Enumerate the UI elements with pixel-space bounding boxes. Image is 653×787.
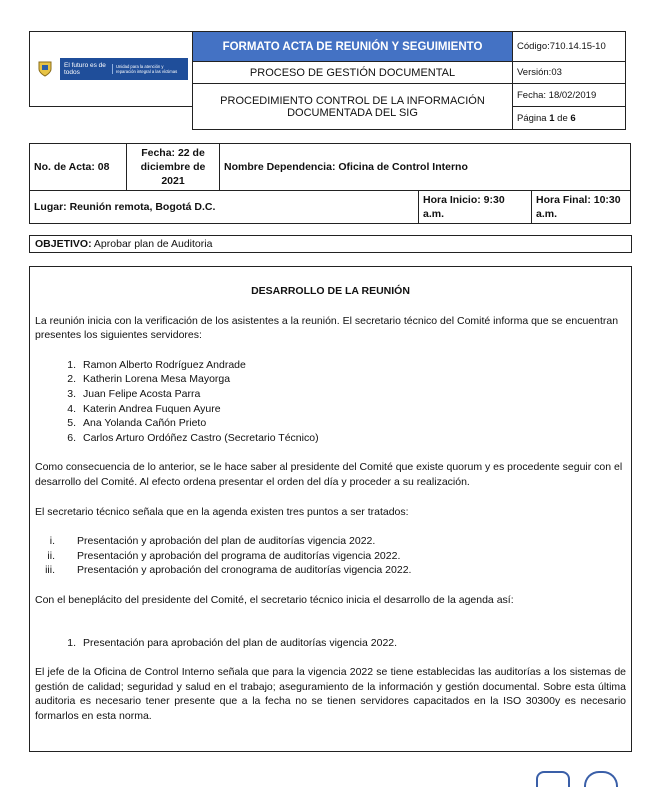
coat-of-arms-icon bbox=[36, 59, 54, 79]
list-number: ii. bbox=[47, 549, 55, 562]
meeting-place: Lugar: Reunión remota, Bogotá D.C. bbox=[30, 191, 419, 224]
agenda-intro: El secretario técnico señala que en la agenda existen tres puntos a ser tratados: bbox=[35, 505, 409, 518]
page-total: 6 bbox=[570, 112, 576, 124]
attendee-item bbox=[35, 372, 626, 387]
section-title: DESARROLLO DE LA REUNIÓN bbox=[251, 285, 410, 297]
logo-cell bbox=[30, 32, 193, 107]
logo-banner bbox=[60, 58, 188, 80]
objective-label: OBJETIVO: bbox=[35, 238, 92, 250]
list-number: i. bbox=[49, 535, 55, 548]
list-number: 6. bbox=[67, 431, 76, 444]
agenda-point bbox=[35, 636, 626, 651]
list-number: 2. bbox=[67, 373, 76, 386]
list-number: 1. bbox=[67, 358, 76, 371]
document-date: Fecha: 18/02/2019 bbox=[513, 84, 626, 107]
end-time: Hora Final: 10:30 a.m. bbox=[532, 191, 631, 224]
document-version: Versión:03 bbox=[513, 62, 626, 84]
start-time: Hora Inicio: 9:30 a.m. bbox=[419, 191, 532, 224]
footer-logos bbox=[536, 771, 618, 787]
attendee-item bbox=[35, 402, 626, 417]
attendee-name: Juan Felipe Acosta Parra bbox=[83, 387, 201, 400]
page-indicator bbox=[513, 107, 626, 130]
department-name: Nombre Dependencia: Oficina de Control Interno bbox=[220, 144, 631, 191]
procedure-name: PROCEDIMIENTO CONTROL DE LA INFORMACIÓN DOCUMENTADA DEL SIG bbox=[193, 84, 513, 130]
agenda-item bbox=[35, 563, 626, 578]
meeting-development-section bbox=[29, 266, 632, 752]
document-code: Código:710.14.15-10 bbox=[513, 32, 626, 62]
jefe-paragraph: El jefe de la Oficina de Control Interno señala que para la vigencia 2022 se tiene establecidas las auditorías a los sistemas de gestión de calidad; seguridad y salud en el trabajo; aseguramiento de la información y gestión documental. Sobre esta última auditoria es necesario tener presente que a la fecha no se tienen servidores capacitados en la ISO 30300y es necesario formarlos en esta norma. bbox=[35, 666, 626, 722]
agenda-point-list bbox=[35, 636, 626, 651]
page-current: 1 bbox=[549, 112, 555, 124]
document-header bbox=[29, 31, 626, 130]
organization-logo bbox=[30, 58, 192, 80]
list-number: 5. bbox=[67, 417, 76, 430]
logo-text-primary: El futuro es de todos bbox=[64, 62, 106, 76]
agenda-text: Presentación y aprobación del plan de auditorías vigencia 2022. bbox=[77, 535, 376, 548]
attendee-name: Katherin Lorena Mesa Mayorga bbox=[83, 373, 231, 386]
process-name: PROCESO DE GESTIÓN DOCUMENTAL bbox=[193, 62, 513, 84]
logo-text-secondary: Unidad para la atención y reparación integral a las víctimas bbox=[112, 64, 184, 74]
list-number: iii. bbox=[45, 564, 55, 577]
form-title: FORMATO ACTA DE REUNIÓN Y SEGUIMIENTO bbox=[193, 32, 513, 62]
attendee-name: Carlos Arturo Ordóñez Castro (Secretario Técnico) bbox=[83, 431, 319, 444]
attendees-list bbox=[35, 358, 626, 446]
objective-box bbox=[29, 235, 632, 253]
attendee-name: Ana Yolanda Cañón Prieto bbox=[83, 417, 207, 430]
list-number: 4. bbox=[67, 402, 76, 415]
meeting-date: Fecha: 22 de diciembre de 2021 bbox=[127, 144, 220, 191]
agenda-item bbox=[35, 534, 626, 549]
page-prefix: Página bbox=[517, 112, 550, 124]
acta-number: No. de Acta: 08 bbox=[30, 144, 127, 191]
attendee-item bbox=[35, 358, 626, 373]
agenda-item bbox=[35, 549, 626, 564]
page-of: de bbox=[554, 112, 571, 124]
attendee-item bbox=[35, 387, 626, 402]
agenda-list bbox=[35, 534, 626, 578]
meeting-info-table bbox=[29, 143, 631, 224]
list-number: 3. bbox=[67, 387, 76, 400]
objective-text: Aprobar plan de Auditoria bbox=[91, 238, 213, 250]
beneplacito-paragraph: Con el beneplácito del presidente del Comité, el secretario técnico inicia el desarrollo de la agenda así: bbox=[35, 593, 514, 606]
intro-paragraph: La reunión inicia con la verificación de los asistentes a la reunión. El secretario técnico del Comité informa que se encuentran presentes los siguientes servidores: bbox=[35, 314, 619, 342]
agenda-text: Presentación y aprobación del programa de auditorías vigencia 2022. bbox=[77, 549, 401, 562]
quorum-paragraph: Como consecuencia de lo anterior, se le hace saber al presidente del Comité que existe quorum y es procedente seguir con el desarrollo del Comité. Al efecto ordena presentar el orden del día y proceder a su realización. bbox=[35, 461, 623, 488]
attendee-item bbox=[35, 431, 626, 446]
attendee-name: Katerin Andrea Fuquen Ayure bbox=[83, 402, 221, 415]
list-number: 1. bbox=[67, 636, 76, 649]
attendee-item bbox=[35, 416, 626, 431]
seal-icon bbox=[584, 771, 618, 787]
certification-icon bbox=[536, 771, 570, 787]
attendee-name: Ramon Alberto Rodríguez Andrade bbox=[83, 358, 246, 371]
agenda-text: Presentación y aprobación del cronograma de auditorías vigencia 2022. bbox=[77, 564, 412, 577]
agenda-point-text: Presentación para aprobación del plan de auditorías vigencia 2022. bbox=[83, 636, 398, 649]
